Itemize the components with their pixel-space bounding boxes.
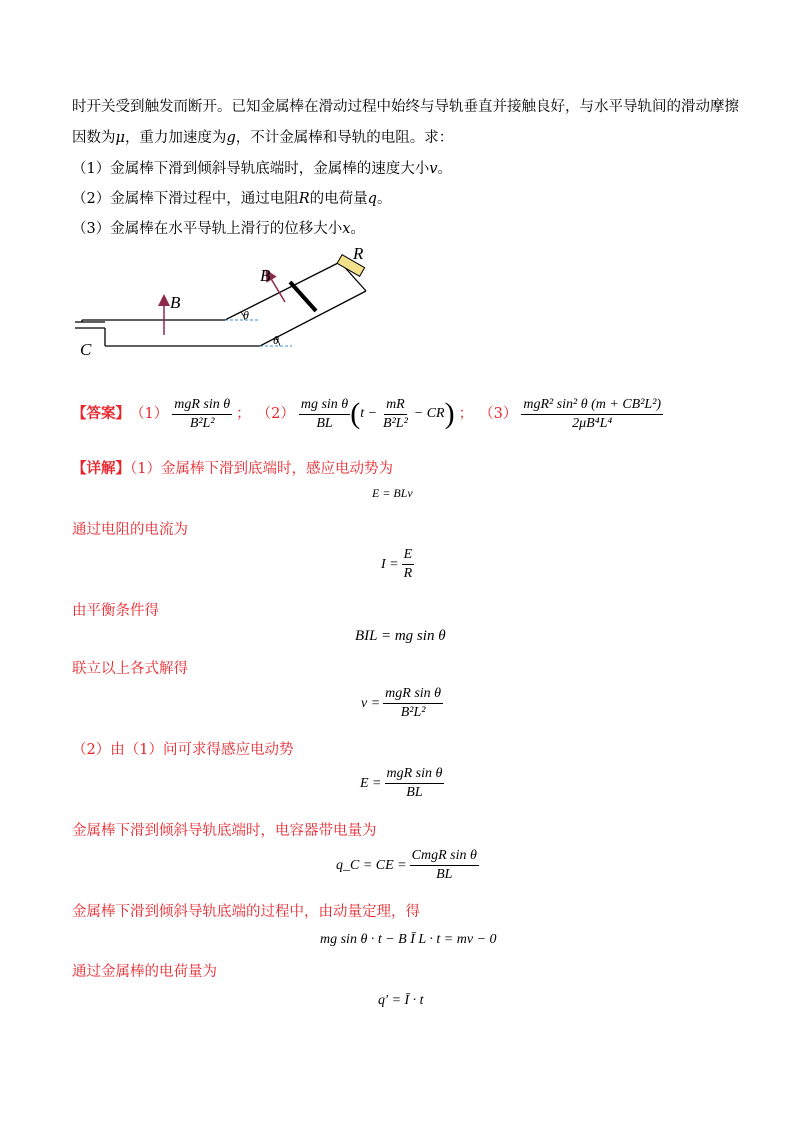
question-3-end: 。 bbox=[350, 221, 365, 237]
question-1-var: v bbox=[429, 161, 438, 177]
answer-part-3-label: （3） bbox=[479, 406, 518, 422]
answer-1-num: mgR sin θ bbox=[172, 397, 232, 415]
question-2-R: R bbox=[298, 191, 310, 207]
answer-part-2-label: （2） bbox=[256, 406, 295, 422]
answer-part-1-label: （1） bbox=[130, 406, 169, 422]
eq-5-num: mgR sin θ bbox=[385, 766, 445, 784]
answer-3-num: mgR² sin² θ (m + CB²L²) bbox=[521, 397, 663, 415]
answer-2-in-num: mR bbox=[384, 397, 407, 415]
question-line-2 bbox=[72, 128, 453, 148]
answer-line bbox=[72, 392, 667, 436]
eq-4-den: B²L² bbox=[400, 705, 426, 720]
question-3-x: x bbox=[342, 221, 351, 237]
lower-rail bbox=[105, 291, 366, 346]
eq-2-lhs: I = bbox=[381, 556, 399, 572]
question-line-2-b: ，重力加速度为 bbox=[124, 130, 227, 146]
detail-step-4: 联立以上各式解得 bbox=[72, 661, 188, 677]
eq-6 bbox=[336, 848, 479, 883]
rail-diagram bbox=[60, 240, 390, 365]
detail-tag: 【详解】 bbox=[72, 460, 130, 477]
detail-step-2: 通过电阻的电流为 bbox=[72, 522, 188, 538]
eq-6-num: CmgR sin θ bbox=[410, 848, 479, 866]
answer-tag: 【答案】 bbox=[72, 405, 130, 422]
answer-2-t: t − bbox=[360, 406, 378, 421]
eq-2-den: R bbox=[403, 566, 413, 581]
eq-4-lhs: v = bbox=[361, 695, 381, 711]
label-R: R bbox=[353, 244, 364, 263]
answer-2-pre-den: BL bbox=[316, 415, 333, 431]
answer-3-den: 2μB⁴L⁴ bbox=[572, 415, 613, 431]
eq-5 bbox=[360, 766, 444, 801]
question-line-2-a: 因数为 bbox=[72, 130, 116, 146]
label-B-tilted: B bbox=[260, 266, 271, 285]
eq-2 bbox=[381, 547, 414, 582]
question-1-end: 。 bbox=[437, 161, 452, 177]
eq-8: q′ = Ī · t bbox=[378, 993, 424, 1008]
question-2-q: q bbox=[367, 191, 377, 207]
detail-step-8: 通过金属棒的电荷量为 bbox=[72, 964, 217, 980]
detail-heading bbox=[72, 459, 393, 479]
label-theta-lower: θ bbox=[273, 333, 279, 347]
answer-2-in-den: B²L² bbox=[383, 415, 408, 431]
answer-sep-1: ； bbox=[236, 406, 251, 422]
question-2-text: （2）金属棒下滑过程中，通过电阻 bbox=[72, 191, 299, 207]
label-theta-upper: θ bbox=[243, 308, 249, 322]
answer-2-expression: $\frac{\text{mg sin θ}}{BL}$ ( t − $\frac{mR}{\text{B²L²}}$ − CR ) bbox=[300, 396, 455, 431]
eq-2-num: E bbox=[402, 547, 415, 565]
g-symbol: g bbox=[226, 130, 236, 146]
detail-step-3: 由平衡条件得 bbox=[72, 603, 159, 619]
question-2-b: 的电荷量 bbox=[309, 191, 368, 207]
question-line-1: 时开关受到触发而断开。已知金属棒在滑动过程中始终与导轨垂直并接触良好，与水平导轨间的滑动摩擦 bbox=[72, 99, 739, 115]
eq-6-den: BL bbox=[436, 867, 453, 882]
answer-3-fraction bbox=[521, 397, 663, 432]
label-C: C bbox=[80, 340, 92, 359]
answer-1-fraction bbox=[172, 397, 232, 432]
eq-5-den: BL bbox=[406, 785, 423, 800]
metal-bar bbox=[290, 282, 316, 311]
upper-rail bbox=[82, 262, 340, 320]
detail-step-6: 金属棒下滑到倾斜导轨底端时，电容器带电量为 bbox=[72, 823, 377, 839]
question-line-2-c: ，不计金属棒和导轨的电阻。求： bbox=[235, 130, 454, 146]
question-1 bbox=[72, 159, 452, 179]
question-2 bbox=[72, 189, 391, 209]
eq-4 bbox=[361, 686, 443, 721]
eq-7: mg sin θ · t − B Ī L · t = mv − 0 bbox=[320, 932, 497, 947]
mu-symbol: μ bbox=[115, 130, 125, 146]
eq-5-lhs: E = bbox=[360, 775, 382, 791]
eq-3: BIL = mg sin θ bbox=[355, 628, 446, 644]
question-3 bbox=[72, 219, 365, 239]
eq-1: E = BLv bbox=[372, 486, 413, 500]
answer-1-den: B²L² bbox=[189, 415, 215, 431]
eq-6-lhs: q_C = CE = bbox=[336, 857, 407, 873]
answer-2-pre-num: mg sin θ bbox=[299, 397, 350, 415]
answer-sep-2: ； bbox=[458, 406, 474, 422]
eq-4-num: mgR sin θ bbox=[383, 686, 443, 704]
answer-2-tail: − CR bbox=[413, 406, 445, 421]
detail-step-7: 金属棒下滑到倾斜导轨底端的过程中，由动量定理，得 bbox=[72, 904, 420, 920]
detail-step-5: （2）由（1）问可求得感应电动势 bbox=[72, 742, 294, 758]
question-3-text: （3）金属棒在水平导轨上滑行的位移大小 bbox=[72, 221, 343, 237]
detail-step-1: （1）金属棒下滑到底端时，感应电动势为 bbox=[130, 461, 393, 477]
question-2-end: 。 bbox=[376, 191, 392, 207]
label-B-vertical: B bbox=[170, 293, 181, 312]
question-1-text: （1）金属棒下滑到倾斜导轨底端时，金属棒的速度大小 bbox=[72, 161, 430, 177]
